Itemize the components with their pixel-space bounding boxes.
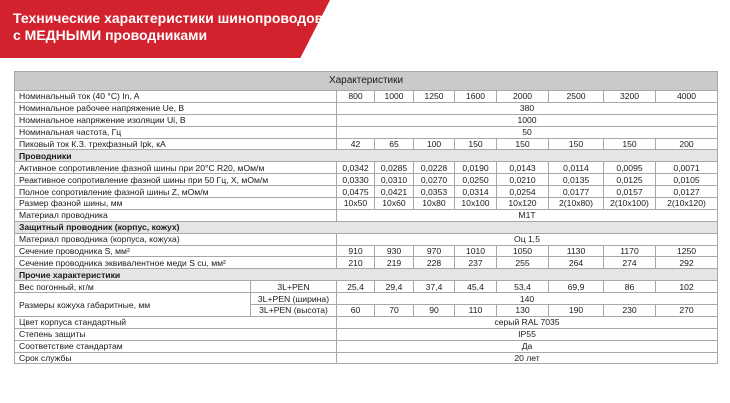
row-label: Размер фазной шины, мм: [15, 198, 337, 210]
section-other: [15, 269, 718, 281]
merged-cell: серый RAL 7035: [337, 316, 718, 328]
cell: 1170: [604, 245, 656, 257]
row-label: Номинальный ток (40 °C) In, A: [15, 91, 337, 103]
cell: 2(10x120): [656, 198, 718, 210]
cell: 10x100: [455, 198, 497, 210]
cell: 1250: [656, 245, 718, 257]
row-protective-material: [15, 233, 718, 245]
row-label: Степень защиты: [15, 328, 337, 340]
cell: 1010: [455, 245, 497, 257]
cell: 10x60: [375, 198, 414, 210]
row-label: Реактивное сопротивление фазной шины при 50 Гц, X, мОм/м: [15, 174, 337, 186]
row-active-resistance: [15, 162, 718, 174]
cell: 800: [337, 91, 375, 103]
row-sublabel: 3L+PEN: [251, 281, 337, 293]
row-label: Цвет корпуса стандартный: [15, 316, 337, 328]
cell: 274: [604, 257, 656, 269]
cell: 29,4: [375, 281, 414, 293]
row-conductor-material: [15, 209, 718, 221]
cell: 0,0250: [455, 174, 497, 186]
cell: 10x80: [414, 198, 455, 210]
cell: 1000: [375, 91, 414, 103]
cell: 2000: [497, 91, 549, 103]
cell: 10x50: [337, 198, 375, 210]
cell: 69,9: [549, 281, 604, 293]
cell: 25,4: [337, 281, 375, 293]
table-header: Характеристики: [15, 72, 718, 91]
row-reactive-resistance: [15, 174, 718, 186]
page-title-line-1: Технические характеристики шинопроводов: [13, 10, 324, 26]
cell: 37,4: [414, 281, 455, 293]
cell: 292: [656, 257, 718, 269]
cell: 0,0105: [656, 174, 718, 186]
cell: 0,0135: [549, 174, 604, 186]
row-label: Номинальная частота, Гц: [15, 126, 337, 138]
cell: 190: [549, 305, 604, 317]
row-protection-degree: [15, 328, 718, 340]
section-conductors: [15, 150, 718, 162]
cell: 0,0254: [497, 186, 549, 198]
cell: 237: [455, 257, 497, 269]
cell: 0,0330: [337, 174, 375, 186]
row-label: Сечение проводника эквивалентное меди S cu, мм²: [15, 257, 337, 269]
row-weight: [15, 281, 718, 293]
cell: 150: [549, 138, 604, 150]
cell: 0,0177: [549, 186, 604, 198]
cell: 930: [375, 245, 414, 257]
merged-cell: 140: [337, 293, 718, 305]
row-working-voltage: [15, 102, 718, 114]
cell: 102: [656, 281, 718, 293]
merged-cell: Оц 1,5: [337, 233, 718, 245]
row-equiv-cross-section: [15, 257, 718, 269]
merged-cell: 380: [337, 102, 718, 114]
page-title-line-2: с МЕДНЫМИ проводниками: [13, 27, 208, 43]
section-title: Проводники: [15, 150, 718, 162]
cell: 2500: [549, 91, 604, 103]
row-label: Размеры кожуха габаритные, мм: [15, 293, 251, 317]
cell: 0,0310: [375, 174, 414, 186]
cell: 86: [604, 281, 656, 293]
cell: 0,0270: [414, 174, 455, 186]
cell: 110: [455, 305, 497, 317]
row-frequency: [15, 126, 718, 138]
merged-cell: Да: [337, 340, 718, 352]
row-sublabel: 3L+PEN (высота): [251, 305, 337, 317]
merged-cell: 50: [337, 126, 718, 138]
cell: 60: [337, 305, 375, 317]
row-peak-current: [15, 138, 718, 150]
cell: 100: [414, 138, 455, 150]
merged-cell: IP55: [337, 328, 718, 340]
cell: 2(10x100): [604, 198, 656, 210]
row-cross-section: [15, 245, 718, 257]
cell: 150: [455, 138, 497, 150]
row-label: Материал проводника: [15, 209, 337, 221]
table-header-row: [15, 72, 718, 91]
cell: 0,0143: [497, 162, 549, 174]
cell: 45,4: [455, 281, 497, 293]
cell: 0,0475: [337, 186, 375, 198]
row-standards: [15, 340, 718, 352]
section-protective-conductor: [15, 221, 718, 233]
cell: 4000: [656, 91, 718, 103]
section-title: Прочие характеристики: [15, 269, 718, 281]
cell: 42: [337, 138, 375, 150]
cell: 200: [656, 138, 718, 150]
cell: 1130: [549, 245, 604, 257]
cell: 0,0114: [549, 162, 604, 174]
cell: 228: [414, 257, 455, 269]
cell: 0,0210: [497, 174, 549, 186]
row-sublabel: 3L+PEN (ширина): [251, 293, 337, 305]
cell: 65: [375, 138, 414, 150]
cell: 150: [497, 138, 549, 150]
cell: 2(10x80): [549, 198, 604, 210]
cell: 970: [414, 245, 455, 257]
cell: 0,0421: [375, 186, 414, 198]
cell: 90: [414, 305, 455, 317]
cell: 0,0125: [604, 174, 656, 186]
spec-table: [14, 71, 718, 364]
cell: 910: [337, 245, 375, 257]
cell: 3200: [604, 91, 656, 103]
cell: 0,0157: [604, 186, 656, 198]
cell: 0,0127: [656, 186, 718, 198]
row-bus-size: [15, 198, 718, 210]
cell: 255: [497, 257, 549, 269]
cell: 219: [375, 257, 414, 269]
cell: 0,0095: [604, 162, 656, 174]
cell: 10x120: [497, 198, 549, 210]
cell: 210: [337, 257, 375, 269]
cell: 270: [656, 305, 718, 317]
cell: 230: [604, 305, 656, 317]
row-label: Соответствие стандартам: [15, 340, 337, 352]
row-dimensions-width: [15, 293, 718, 305]
cell: 1250: [414, 91, 455, 103]
cell: 264: [549, 257, 604, 269]
row-nominal-current: [15, 91, 718, 103]
row-label: Вес погонный, кг/м: [15, 281, 251, 293]
section-title: Защитный проводник (корпус, кожух): [15, 221, 718, 233]
cell: 1600: [455, 91, 497, 103]
row-label: Номинальное напряжение изоляции Ui, B: [15, 114, 337, 126]
row-insulation-voltage: [15, 114, 718, 126]
row-label: Сечение проводника S, мм²: [15, 245, 337, 257]
merged-cell: 20 лет: [337, 352, 718, 364]
cell: 0,0228: [414, 162, 455, 174]
cell: 0,0285: [375, 162, 414, 174]
row-label: Номинальное рабочее напряжение Ue, B: [15, 102, 337, 114]
cell: 53,4: [497, 281, 549, 293]
cell: 0,0071: [656, 162, 718, 174]
cell: 0,0342: [337, 162, 375, 174]
row-label: Активное сопротивление фазной шины при 20°C R20, мОм/м: [15, 162, 337, 174]
cell: 70: [375, 305, 414, 317]
merged-cell: 1000: [337, 114, 718, 126]
cell: 150: [604, 138, 656, 150]
cell: 0,0314: [455, 186, 497, 198]
cell: 0,0190: [455, 162, 497, 174]
cell: 1050: [497, 245, 549, 257]
row-label: Срок службы: [15, 352, 337, 364]
row-service-life: [15, 352, 718, 364]
page-title: [13, 10, 323, 44]
merged-cell: М1Т: [337, 209, 718, 221]
row-housing-color: [15, 316, 718, 328]
row-label: Пиковый ток К.З. трехфазный Ipk, кА: [15, 138, 337, 150]
cell: 0,0353: [414, 186, 455, 198]
row-label: Материал проводника (корпуса, кожуха): [15, 233, 337, 245]
row-label: Полное сопротивление фазной шины Z, мОм/м: [15, 186, 337, 198]
cell: 130: [497, 305, 549, 317]
row-full-resistance: [15, 186, 718, 198]
